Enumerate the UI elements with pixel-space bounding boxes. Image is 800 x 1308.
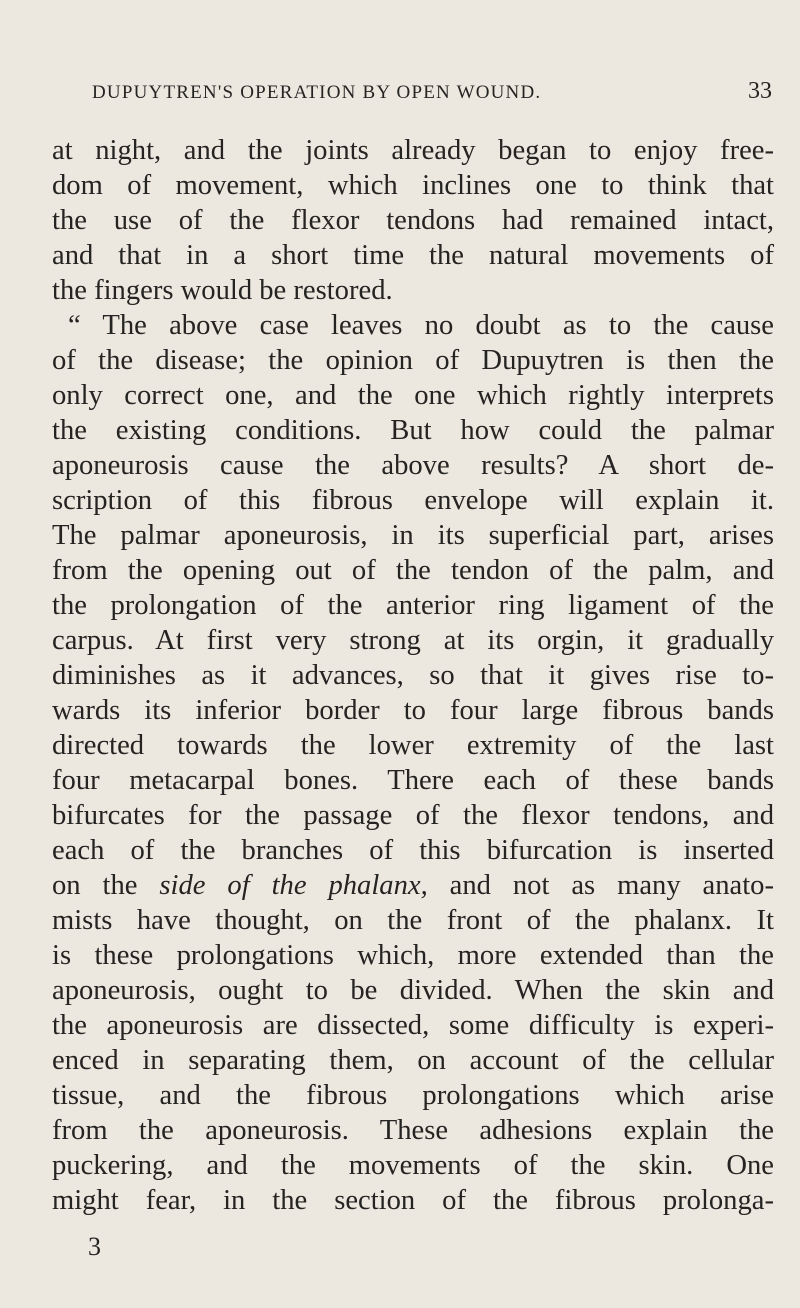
text-line: the use of the flexor tendons had remained intact, <box>52 205 774 236</box>
signature-mark: 3 <box>88 1232 101 1261</box>
page-header <box>52 78 772 122</box>
text-line: enced in separating them, on account of the cellular <box>52 1045 774 1076</box>
text-line-with-italic <box>52 868 774 903</box>
text-line: diminishes as it advances, so that it gives rise to- <box>52 660 774 691</box>
body-text <box>52 133 774 1218</box>
text-line: and that in a short time the natural movements of <box>52 240 774 271</box>
text-line: wards its inferior border to four large fibrous bands <box>52 695 774 726</box>
text-line: directed towards the lower extremity of the last <box>52 730 774 761</box>
page-number: 33 <box>748 78 772 104</box>
text-line: at night, and the joints already began to enjoy free- <box>52 135 774 166</box>
text-fragment: on the <box>52 870 160 901</box>
running-head: DUPUYTREN'S OPERATION BY OPEN WOUND. <box>92 82 542 103</box>
text-line: each of the branches of this bifurcation is inserted <box>52 835 774 866</box>
text-line: puckering, and the movements of the skin. One <box>52 1150 774 1181</box>
text-line: from the opening out of the tendon of the palm, and <box>52 555 774 586</box>
text-line: scription of this fibrous envelope will explain it. <box>52 485 774 516</box>
italic-phrase: side of the phalanx, <box>159 870 428 901</box>
text-line: the fingers would be restored. <box>52 275 393 306</box>
text-line: the aponeurosis are dissected, some difficulty is experi- <box>52 1010 774 1041</box>
text-line: from the aponeurosis. These adhesions explain the <box>52 1115 774 1146</box>
text-line: four metacarpal bones. There each of these bands <box>52 765 774 796</box>
text-line: bifurcates for the passage of the flexor tendons, and <box>52 800 774 831</box>
text-line: mists have thought, on the front of the phalanx. It <box>52 905 774 936</box>
text-line: tissue, and the fibrous prolongations which arise <box>52 1080 774 1111</box>
text-line: aponeurosis cause the above results? A short de- <box>52 450 774 481</box>
text-line: the prolongation of the anterior ring ligament of the <box>52 590 774 621</box>
text-line: carpus. At first very strong at its orgin, it gradually <box>52 625 774 656</box>
text-line: dom of movement, which inclines one to think that <box>52 170 774 201</box>
text-line: is these prolongations which, more extended than the <box>52 940 774 971</box>
text-line: the existing conditions. But how could the palmar <box>52 415 774 446</box>
text-line: of the disease; the opinion of Dupuytren is then the <box>52 345 774 376</box>
text-line: might fear, in the section of the fibrous prolonga- <box>52 1185 774 1216</box>
text-line: aponeurosis, ought to be divided. When the skin and <box>52 975 774 1006</box>
text-line: The palmar aponeurosis, in its superficial part, arises <box>52 520 774 551</box>
text-line: “ The above case leaves no doubt as to the cause <box>68 310 774 341</box>
text-line: only correct one, and the one which rightly interprets <box>52 380 774 411</box>
text-fragment: and not as many anato- <box>427 870 775 901</box>
